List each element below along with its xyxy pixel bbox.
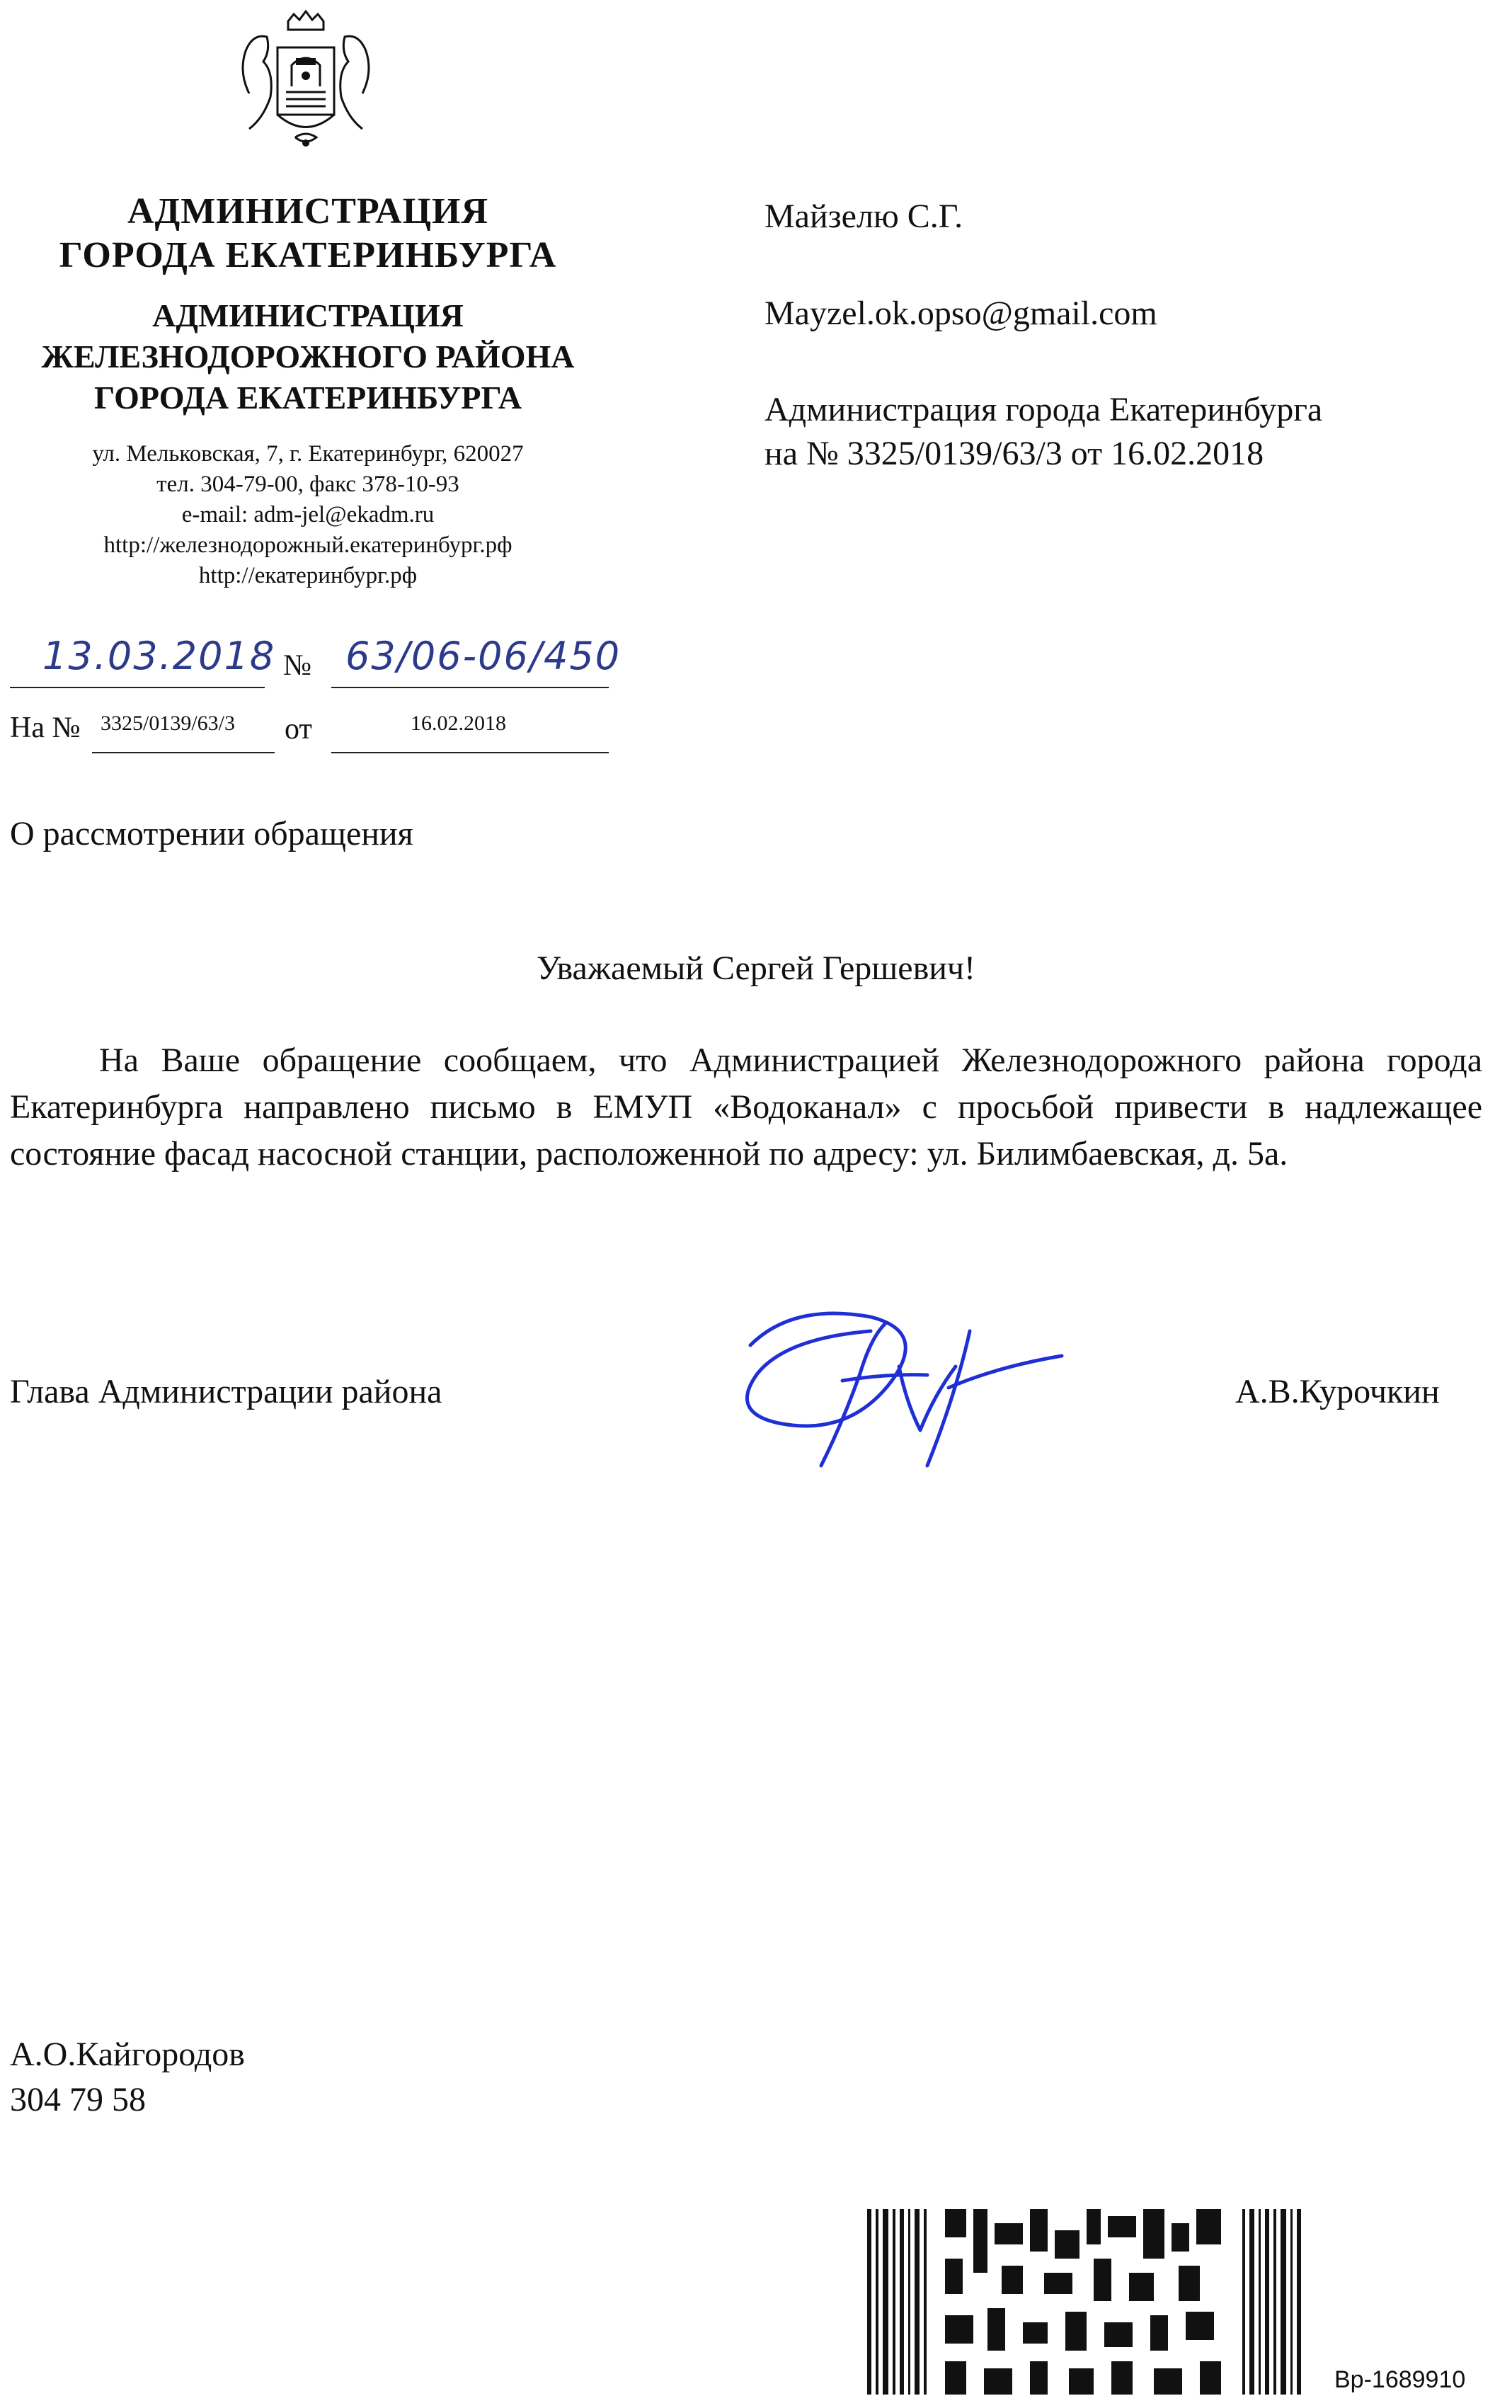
dept-name-line3: ГОРОДА ЕКАТЕРИНБУРГА <box>94 380 522 416</box>
ref-label: На № <box>10 712 81 744</box>
executor-name: А.О.Кайгородов <box>10 2036 245 2073</box>
org-name-line2: ГОРОДА ЕКАТЕРИНБУРГА <box>59 235 557 275</box>
executor-phone: 304 79 58 <box>10 2081 146 2118</box>
site-link-1: http://железнодорожный.екатеринбург.рф <box>103 532 512 558</box>
site-link-2: http://екатеринбург.рф <box>198 563 418 588</box>
signature-icon <box>736 1289 1104 1487</box>
signatory-name: А.В.Курочкин <box>1235 1373 1440 1410</box>
greeting: Уважаемый Сергей Гершевич! <box>536 949 976 987</box>
body-paragraph: На Ваше обращение сообщаем, что Администрацией Железнодорожного района города Екатеринбурга направлено письмо в ЕМУП «Водоканал» с просьбой привести в надлежащее состояние фасад насосной станции, расположенной по адресу: ул. Билимбаевская, д. 5а. <box>10 1042 1482 1172</box>
recipient-ref: на № 3325/0139/63/3 от 16.02.2018 <box>764 435 1264 472</box>
reg-number-handwritten: 63/06-06/450 <box>345 634 622 678</box>
subject-line: О рассмотрении обращения <box>10 815 413 852</box>
reg-number-label: № <box>283 649 312 682</box>
phone-text: тел. 304-79-00, факс 378-10-93 <box>156 472 459 497</box>
address-text: ул. Мельковская, 7, г. Екатеринбург, 620027 <box>92 441 524 467</box>
reg-date-handwritten: 13.03.2018 <box>42 634 276 678</box>
dept-name-line1: АДМИНИСТРАЦИЯ <box>152 297 464 333</box>
executor-block <box>10 2032 245 2123</box>
org-name-line1: АДМИНИСТРАЦИЯ <box>127 191 489 232</box>
recipient-name: Майзелю С.Г. <box>764 198 963 235</box>
signatory-position: Глава Администрации района <box>10 1373 442 1410</box>
ref-number: 3325/0139/63/3 <box>101 712 236 735</box>
ref-date: 16.02.2018 <box>411 712 506 735</box>
dept-name-line2: ЖЕЛЕЗНОДОРОЖНОГО РАЙОНА <box>41 338 575 375</box>
recipient-email: Mayzel.ok.opso@gmail.com <box>764 295 1157 332</box>
city-emblem-icon <box>228 8 384 154</box>
ref-from-label: от <box>285 713 312 746</box>
recipient-org: Администрация города Екатеринбурга <box>764 391 1323 428</box>
barcode-icon <box>867 2209 1320 2395</box>
barcode-number: Вр-1689910 <box>1334 2366 1466 2393</box>
email-text: e-mail: adm-jel@ekadm.ru <box>181 502 435 527</box>
contacts-block <box>0 439 616 591</box>
